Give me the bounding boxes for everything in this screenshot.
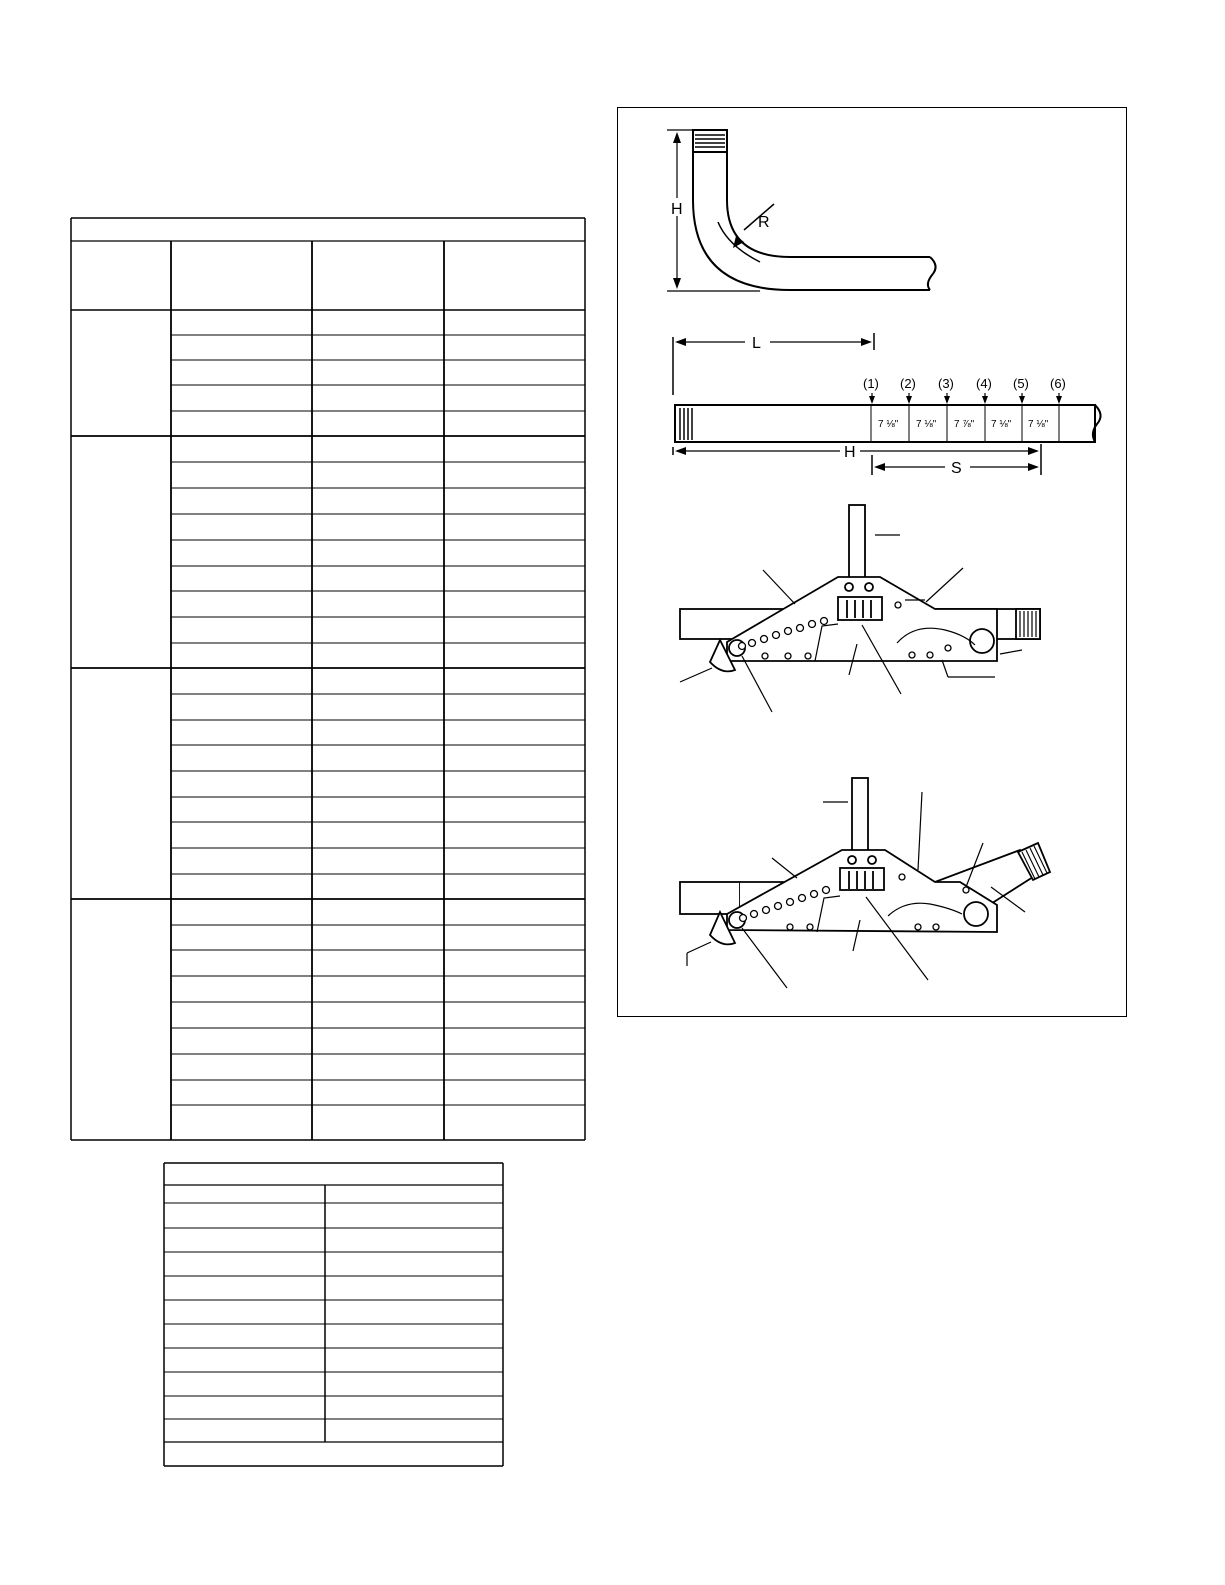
- spacing-5: 7 ⅛": [1028, 419, 1049, 430]
- bender-straight-diagram: [680, 505, 1040, 671]
- mark-1: (1): [863, 376, 879, 391]
- arrow-head-icon: [1028, 463, 1039, 471]
- mark-6: (6): [1050, 376, 1066, 391]
- arrow-head-icon: [673, 278, 681, 289]
- layout-spacing-label: S: [951, 460, 962, 477]
- arrow-head-icon: [1019, 396, 1025, 404]
- bend-diagram: [667, 130, 936, 291]
- bender-bent-diagram: [680, 778, 1050, 944]
- arrow-head-icon: [906, 396, 912, 404]
- arrow-head-icon: [675, 447, 686, 455]
- arrow-head-icon: [675, 338, 686, 346]
- bend-height-label: H: [671, 201, 683, 218]
- mark-3: (3): [938, 376, 954, 391]
- layout-height-label: H: [844, 444, 856, 461]
- bend-radius-label: R: [758, 214, 770, 231]
- spacing-4: 7 ⅛": [991, 419, 1012, 430]
- mark-2: (2): [900, 376, 916, 391]
- arrow-head-icon: [861, 338, 872, 346]
- mark-4: (4): [976, 376, 992, 391]
- arrow-head-icon: [874, 463, 885, 471]
- spacing-2: 7 ⅛": [916, 419, 937, 430]
- layout-diagram: [673, 333, 1101, 475]
- spacing-1: 7 ⅛": [878, 419, 899, 430]
- arrow-head-icon: [1028, 447, 1039, 455]
- spacing-3: 7 ⅞": [954, 419, 975, 430]
- arrow-head-icon: [1056, 396, 1062, 404]
- arrow-head-icon: [982, 396, 988, 404]
- arrow-head-icon: [944, 396, 950, 404]
- arrow-head-icon: [869, 396, 875, 404]
- layout-length-label: L: [752, 335, 761, 352]
- mark-5: (5): [1013, 376, 1029, 391]
- arrow-head-icon: [673, 132, 681, 143]
